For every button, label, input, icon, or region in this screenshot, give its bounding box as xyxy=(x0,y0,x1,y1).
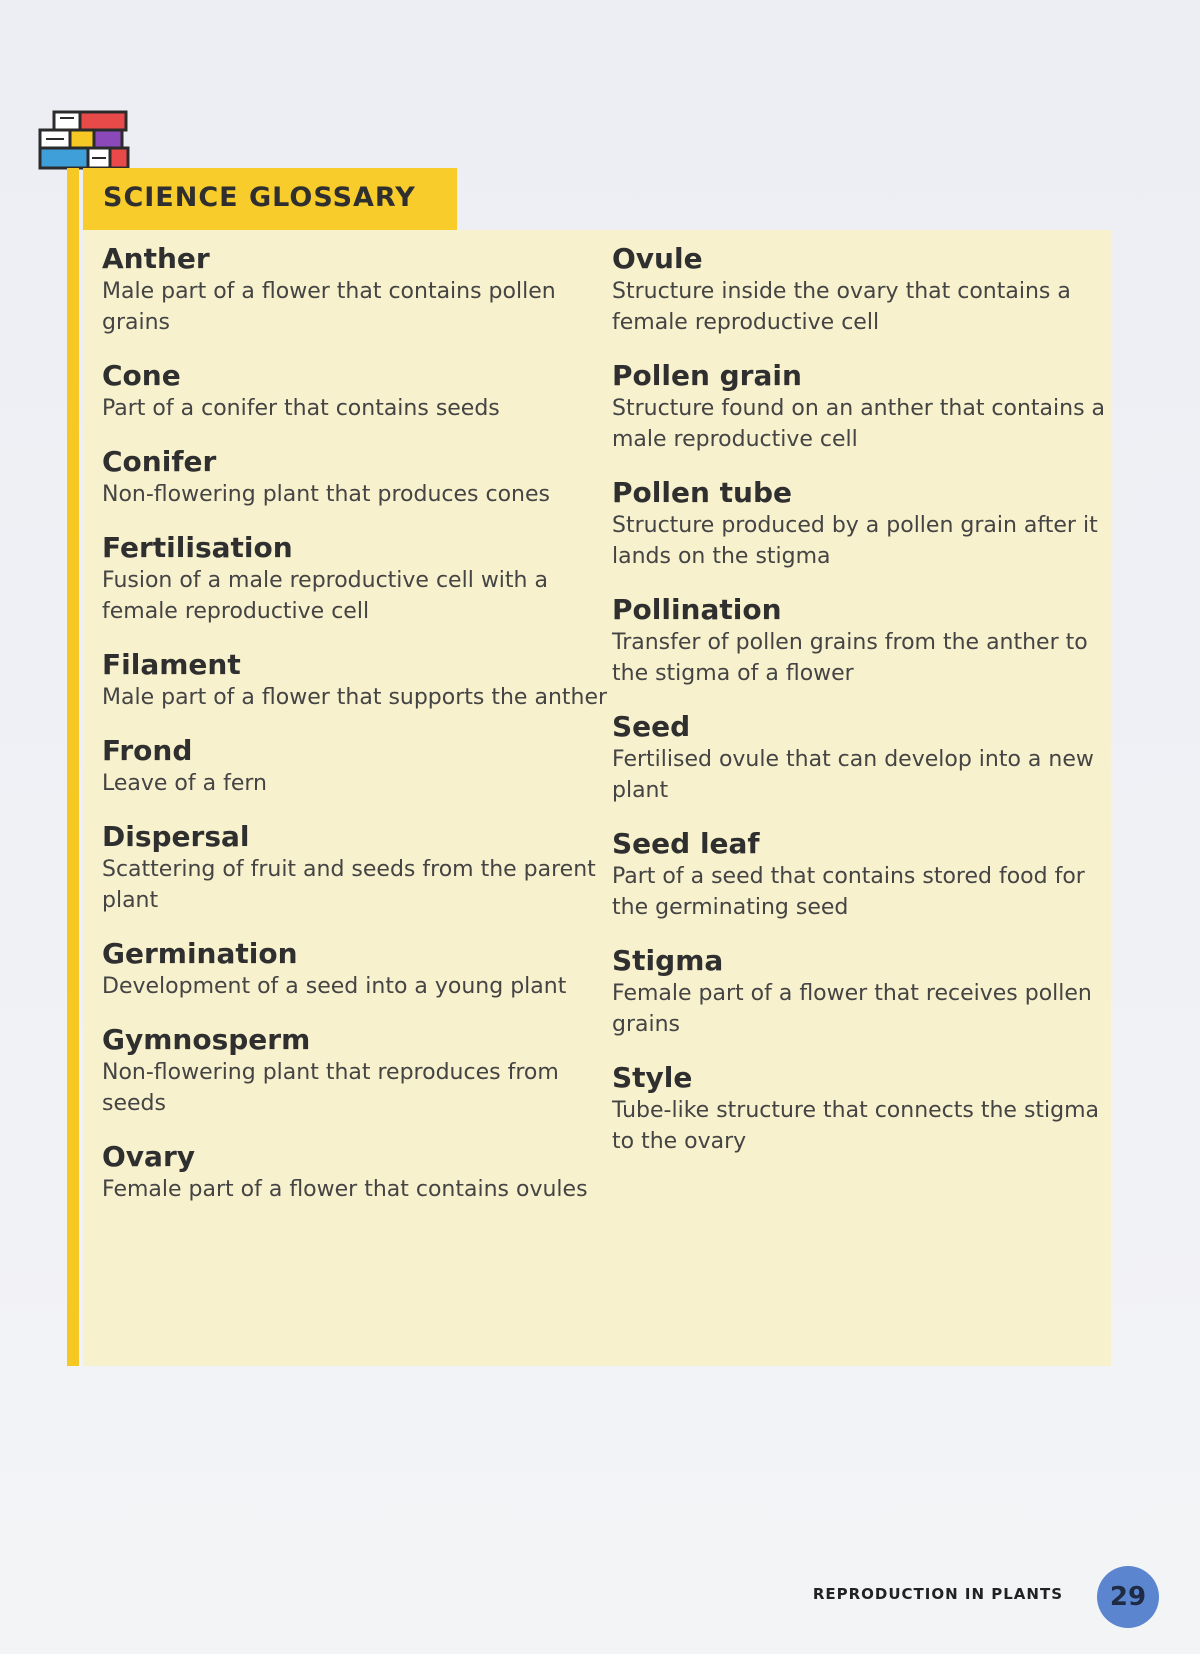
glossary-entry xyxy=(612,359,1122,455)
glossary-entry xyxy=(612,476,1122,572)
glossary-entry xyxy=(612,1061,1122,1157)
glossary-term: Ovary xyxy=(102,1140,196,1173)
glossary-definition: Non-flowering plant that reproduces from seeds xyxy=(102,1060,559,1116)
glossary-term: Pollination xyxy=(612,593,782,626)
glossary-term: Cone xyxy=(102,359,181,392)
glossary-definition: Fertilised ovule that can develop into a new plant xyxy=(612,747,1094,803)
glossary-title: SCIENCE GLOSSARY xyxy=(103,182,416,213)
glossary-entry xyxy=(102,1140,612,1205)
glossary-definition: Female part of a flower that contains ovules xyxy=(102,1177,588,1202)
glossary-term: Pollen grain xyxy=(612,359,802,392)
glossary-term: Conifer xyxy=(102,445,217,478)
glossary-term: Frond xyxy=(102,734,193,767)
glossary-definition: Scattering of fruit and seeds from the parent plant xyxy=(102,857,596,913)
glossary-entry xyxy=(612,593,1122,689)
glossary-entry xyxy=(612,242,1122,338)
glossary-entry xyxy=(102,734,612,799)
glossary-term: Filament xyxy=(102,648,241,681)
glossary-term: Stigma xyxy=(612,944,724,977)
glossary-definition: Non-flowering plant that produces cones xyxy=(102,482,550,507)
glossary-definition: Structure found on an anther that contains a male reproductive cell xyxy=(612,396,1106,452)
glossary-right-column xyxy=(612,242,1122,1178)
glossary-entry xyxy=(612,710,1122,806)
glossary-entry xyxy=(102,531,612,627)
glossary-term: Style xyxy=(612,1061,693,1094)
glossary-title-tab xyxy=(83,168,457,230)
glossary-term: Anther xyxy=(102,242,210,275)
glossary-definition: Tube-like structure that connects the stigma to the ovary xyxy=(612,1098,1100,1154)
accent-bar xyxy=(67,168,79,1366)
glossary-definition: Development of a seed into a young plant xyxy=(102,974,567,999)
footer-section-label: REPRODUCTION IN PLANTS xyxy=(812,1585,1063,1603)
glossary-definition: Part of a seed that contains stored food for the germinating seed xyxy=(612,864,1085,920)
glossary-term: Seed xyxy=(612,710,691,743)
glossary-definition: Fusion of a male reproductive cell with a female reproductive cell xyxy=(102,568,548,624)
glossary-entry xyxy=(612,944,1122,1040)
glossary-entry xyxy=(102,1023,612,1119)
glossary-left-column xyxy=(102,242,612,1226)
glossary-term: Seed leaf xyxy=(612,827,760,860)
glossary-definition: Transfer of pollen grains from the anther to the stigma of a flower xyxy=(612,630,1088,686)
glossary-entry xyxy=(102,242,612,338)
glossary-term: Dispersal xyxy=(102,820,250,853)
glossary-term: Pollen tube xyxy=(612,476,792,509)
glossary-definition: Male part of a flower that contains pollen grains xyxy=(102,279,556,335)
glossary-definition: Leave of a fern xyxy=(102,771,267,796)
glossary-entry xyxy=(102,648,612,713)
page-number-badge xyxy=(1097,1566,1159,1628)
glossary-term: Gymnosperm xyxy=(102,1023,311,1056)
glossary-definition: Male part of a flower that supports the anther xyxy=(102,685,608,710)
glossary-definition: Structure produced by a pollen grain after it lands on the stigma xyxy=(612,513,1098,569)
glossary-term: Germination xyxy=(102,937,298,970)
glossary-entry xyxy=(612,827,1122,923)
glossary-term: Fertilisation xyxy=(102,531,293,564)
glossary-entry xyxy=(102,359,612,424)
glossary-definition: Structure inside the ovary that contains a female reproductive cell xyxy=(612,279,1071,335)
glossary-entry xyxy=(102,445,612,510)
glossary-definition: Female part of a flower that receives pollen grains xyxy=(612,981,1092,1037)
glossary-entry xyxy=(102,820,612,916)
glossary-entry xyxy=(102,937,612,1002)
glossary-definition: Part of a conifer that contains seeds xyxy=(102,396,500,421)
page-number: 29 xyxy=(1109,1582,1147,1612)
glossary-term: Ovule xyxy=(612,242,703,275)
